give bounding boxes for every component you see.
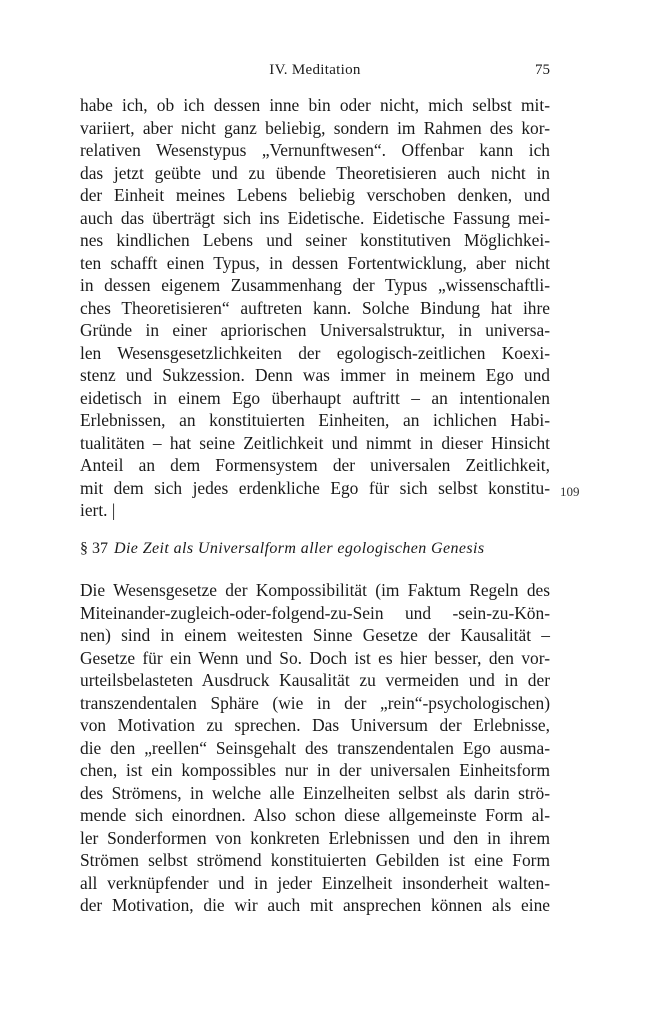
text-line: tualitäten – hat seine Zeitlichkeit und nimmt in dieser Hinsicht [80, 432, 550, 453]
text-line: Die Wesensgesetze der Kompossibilität (im Faktum Regeln des [80, 580, 550, 600]
page-number: 75 [535, 62, 550, 78]
section-heading [80, 540, 550, 558]
text-line: stenz und Sukzession. Denn was immer in meinem Ego und [80, 365, 550, 385]
margin-page-reference: 109 [560, 484, 580, 499]
text-line: ten schafft einen Typus, in dessen Fortentwicklung, aber nicht [80, 252, 550, 273]
text-line: chen, ist ein kompossibles nur in der universalen Einheitsform [80, 760, 550, 780]
text-line: Strömen selbst strömend konstituierten Gebilden ist eine Form [80, 850, 550, 870]
text-line: mende sich einordnen. Also schon diese allgemeinste Form al- [80, 805, 550, 825]
text-line: des Strömens, in welche alle Einzelheiten selbst als darin strö- [80, 782, 550, 803]
text-line: transzendentalen Sphäre (wie in der „rein“-psychologischen) [80, 692, 550, 713]
text-line: in dessen eigenem Zusammenhang der Typus „wissenschaftli- [80, 275, 550, 295]
text-line: das jetzt geübte und zu übende Theoretisieren auch nicht in [80, 162, 550, 183]
text-line: der Motivation, die wir auch mit ansprechen können als eine [80, 895, 550, 915]
text-line: habe ich, ob ich dessen inne bin oder nicht, mich selbst mit- [80, 95, 550, 115]
text-line: der Einheit meines Lebens beliebig verschoben denken, und [80, 185, 550, 205]
section-number: § 37 [80, 540, 108, 557]
text-line: len Wesensgesetzlichkeiten der egologisch-zeitlichen Koexi- [80, 342, 550, 363]
text-line: Anteil an dem Formensystem der universalen Zeitlichkeit, [80, 455, 550, 475]
text-line: iert. | [80, 500, 116, 520]
paragraph-continuation [80, 94, 550, 522]
paragraph [80, 579, 550, 917]
text-line: Gesetze für ein Wenn und So. Doch ist es hier besser, den vor- [80, 647, 550, 668]
text-line: nes kindlichen Lebens und seiner konstitutiven Möglichkei- [80, 230, 550, 250]
text-line: Miteinander-zugleich-oder-folgend-zu-Sein und -sein-zu-Kön- [80, 602, 550, 623]
text-line: nen) sind in einem weitesten Sinne Gesetze der Kausalität – [80, 625, 550, 645]
text-line: all verknüpfender und in jeder Einzelheit insonderheit walten- [80, 872, 550, 893]
running-head [80, 62, 550, 84]
text-line: relativen Wesenstypus „Vernunftwesen“. Offenbar kann ich [80, 140, 550, 160]
text-line: eidetisch in einem Ego überhaupt auftritt – an intentionalen [80, 387, 550, 408]
text-line: ches Theoretisieren“ auftreten kann. Solche Bindung hat ihre [80, 297, 550, 318]
text-line: von Motivation zu sprechen. Das Universum der Erlebnisse, [80, 715, 550, 735]
running-title: IV. Meditation [269, 62, 361, 78]
text-line: Gründe in einer apriorischen Universalstruktur, in universa- [80, 320, 550, 340]
text-line: Erlebnissen, an konstituierten Einheiten, an ichlichen Habi- [80, 410, 550, 430]
section-title: Die Zeit als Universalform aller egologischen Genesis [114, 540, 485, 557]
text-line: auch das überträgt sich ins Eidetische. Eidetische Fassung mei- [80, 207, 550, 228]
text-line: die den „reellen“ Seinsgehalt des transzendentalen Ego ausma- [80, 737, 550, 758]
text-line: variiert, aber nicht ganz beliebig, sondern im Rahmen des kor- [80, 117, 550, 138]
text-line: mit dem sich jedes erdenkliche Ego für sich selbst konstitu- [80, 477, 550, 498]
text-line: ler Sonderformen von konkreten Erlebnissen und den in ihrem [80, 827, 550, 848]
text-line: urteilsbelasteten Ausdruck Kausalität zu vermeiden und in der [80, 670, 550, 690]
